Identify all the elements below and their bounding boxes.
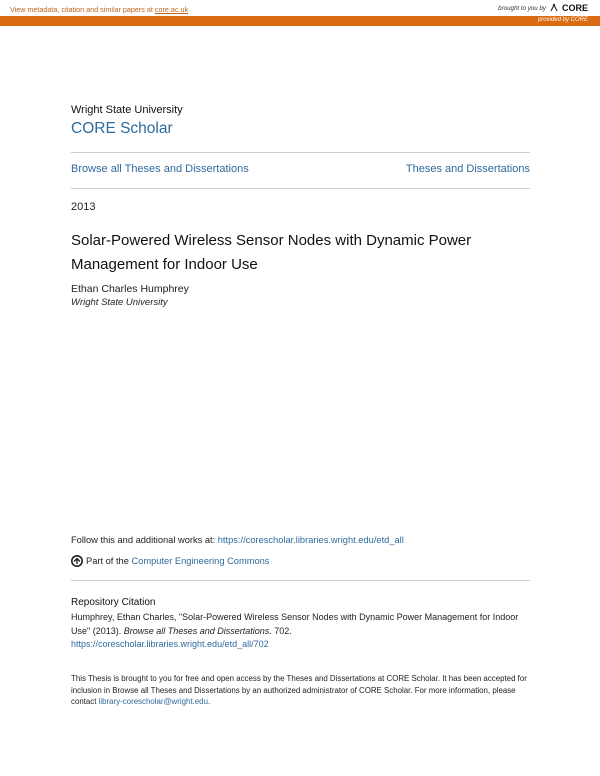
metadata-notice bbox=[10, 5, 188, 14]
browse-all-theses-link[interactable]: Browse all Theses and Dissertations bbox=[71, 163, 249, 175]
nav-divider bbox=[71, 188, 530, 189]
provided-by-text: provided by CORE bbox=[537, 17, 588, 23]
core-label: CORE bbox=[561, 3, 588, 13]
theses-dissertations-link[interactable]: Theses and Dissertations bbox=[405, 163, 530, 175]
brought-by-text: brought to you by bbox=[498, 4, 546, 12]
follow-url-link[interactable]: https://corescholar.libraries.wright.edu/etd_all bbox=[217, 535, 404, 545]
repository-citation-heading: Repository Citation bbox=[71, 597, 156, 608]
citation-divider bbox=[71, 580, 530, 581]
citation-series: Browse all Theses and Dissertations bbox=[123, 625, 270, 636]
core-ac-uk-link[interactable]: core.ac.uk bbox=[154, 5, 189, 14]
citation-number: . 702. bbox=[269, 625, 292, 636]
citation-body bbox=[71, 611, 531, 652]
open-access-notice bbox=[71, 673, 531, 708]
commons-network-icon bbox=[71, 555, 83, 567]
part-of-prefix: Part of the bbox=[86, 556, 132, 566]
author-name: Ethan Charles Humphrey bbox=[71, 283, 189, 295]
metadata-notice-text: View metadata, citation and similar papers at bbox=[10, 5, 155, 14]
access-text: This Thesis is brought to you for free and open access by the Theses and Dissertations at CORE Scholar. It has been accepted for inclusion in Browse all Theses and Dissertations by an authorized administrator of CORE Scholar. For more information, please contact bbox=[71, 674, 527, 706]
top-divider bbox=[71, 152, 530, 153]
part-of-commons bbox=[71, 555, 269, 567]
core-logo-icon bbox=[549, 3, 559, 13]
follow-text: Follow this and additional works at: bbox=[71, 535, 218, 545]
follow-works bbox=[71, 535, 404, 545]
citation-url-link[interactable]: https://corescholar.libraries.wright.edu/etd_all/702 bbox=[71, 639, 269, 649]
provided-by-bar bbox=[0, 16, 600, 26]
brought-by-core[interactable] bbox=[498, 3, 588, 13]
access-end: . bbox=[207, 697, 211, 706]
computer-engineering-commons-link[interactable]: Computer Engineering Commons bbox=[131, 556, 270, 566]
author-affiliation: Wright State University bbox=[71, 297, 168, 308]
institution-name: Wright State University bbox=[71, 104, 183, 116]
paper-title: Solar-Powered Wireless Sensor Nodes with Dynamic Power Management for Indoor Use bbox=[71, 232, 472, 273]
core-scholar-link[interactable]: CORE Scholar bbox=[71, 120, 173, 137]
publication-year: 2013 bbox=[71, 201, 96, 213]
citation-text: Humphrey, Ethan Charles, "Solar-Powered Wireless Sensor Nodes with Dynamic Power Management for Indoor Use" (2013). bbox=[71, 612, 519, 636]
contact-email-link[interactable]: library-corescholar@wright.edu bbox=[98, 697, 208, 706]
